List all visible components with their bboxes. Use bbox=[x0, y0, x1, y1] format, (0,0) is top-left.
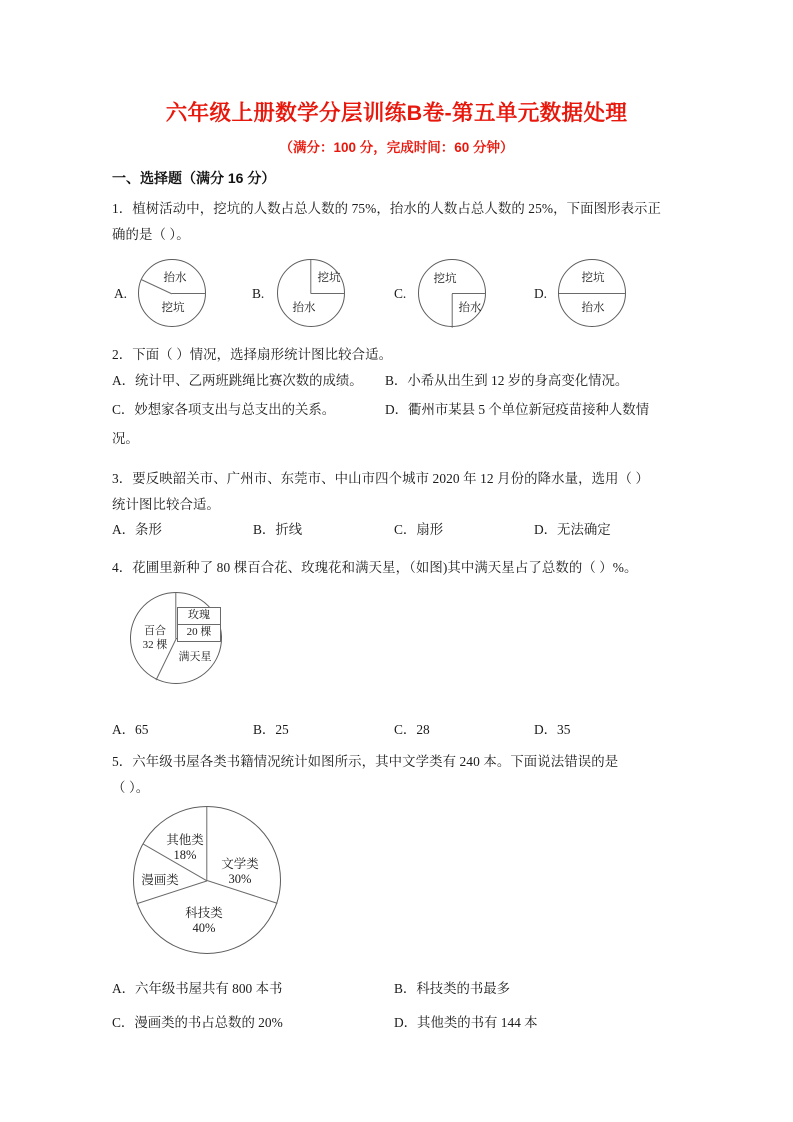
question-4-option-d[interactable]: D．35 bbox=[534, 722, 571, 737]
question-3-option-d[interactable]: D．无法确定 bbox=[534, 522, 611, 537]
q1-d-slice-label-wakeng: 挖坑 bbox=[581, 272, 605, 284]
question-4-pie-chart bbox=[130, 592, 222, 684]
question-5-line-2: （ ）。 bbox=[112, 780, 150, 795]
q4-slice-label-baihe: 百合 bbox=[144, 625, 166, 637]
q1-option-a-pie-chart bbox=[138, 259, 206, 327]
question-5-option-c[interactable]: C．漫画类的书占总数的 20% bbox=[112, 1015, 283, 1030]
q4-slice-label-mantianxing: 满天星 bbox=[178, 651, 212, 663]
pie-separator bbox=[452, 293, 486, 294]
question-5-option-d[interactable]: D．其他类的书有 144 本 bbox=[394, 1015, 538, 1030]
question-5-pie-chart bbox=[133, 806, 281, 954]
q1-option-b-pie-chart bbox=[277, 259, 345, 327]
q5-slice-label-wenxue: 文学类 bbox=[221, 857, 259, 871]
q5-slice-value-keji: 40% bbox=[192, 921, 216, 935]
question-3-option-c[interactable]: C．扇形 bbox=[394, 522, 444, 537]
question-2-line-1: 2．下面（ ）情况，选择扇形统计图比较合适。 bbox=[112, 347, 393, 362]
question-2-option-c[interactable]: C．妙想家各项支出与总支出的关系。 bbox=[112, 402, 336, 417]
question-2-option-d-wrap: 况。 bbox=[112, 431, 139, 446]
section-heading-choice: 一、选择题（满分 16 分） bbox=[112, 170, 276, 186]
question-2-option-b[interactable]: B．小希从出生到 12 岁的身高变化情况。 bbox=[385, 373, 629, 388]
q5-slice-label-keji: 科技类 bbox=[185, 906, 223, 920]
q5-slice-label-manhua: 漫画类 bbox=[141, 873, 179, 887]
page-subtitle: （满分：100 分，完成时间：60 分钟） bbox=[279, 140, 514, 155]
question-3-line-1: 3．要反映韶关市、广州市、东莞市、中山市四个城市 2020 年 12 月份的降水量，选用（ ） bbox=[112, 471, 649, 486]
pie-separator bbox=[559, 293, 626, 294]
q4-slice-value-baihe: 32 棵 bbox=[142, 639, 168, 651]
question-2-option-a[interactable]: A．统计甲、乙两班跳绳比赛次数的成绩。 bbox=[112, 373, 363, 388]
question-3-option-b[interactable]: B．折线 bbox=[253, 522, 303, 537]
question-5-option-a[interactable]: A．六年级书屋共有 800 本书 bbox=[112, 981, 283, 996]
page-title: 六年级上册数学分层训练B卷-第五单元数据处理 bbox=[165, 101, 628, 125]
question-5-line-1: 5．六年级书屋各类书籍情况统计如图所示，其中文学类有 240 本。下面说法错误的是 bbox=[112, 754, 619, 769]
question-4-line-1: 4．花圃里新种了 80 棵百合花、玫瑰花和满天星，（如图)其中满天星占了总数的（ ）%。 bbox=[112, 560, 638, 575]
q1-b-slice-label-wakeng: 挖坑 bbox=[317, 272, 341, 284]
q1-a-slice-label-taishui: 抬水 bbox=[163, 272, 187, 284]
question-3-option-a[interactable]: A．条形 bbox=[112, 522, 162, 537]
q1-choice-a-label[interactable]: A. bbox=[114, 286, 128, 301]
q1-choice-b-label[interactable]: B. bbox=[252, 286, 265, 301]
question-4-option-b[interactable]: B．25 bbox=[253, 722, 289, 737]
question-5-option-b[interactable]: B．科技类的书最多 bbox=[394, 981, 511, 996]
q5-slice-value-wenxue: 30% bbox=[228, 872, 252, 886]
pie-separator bbox=[172, 293, 206, 294]
q5-slice-value-qita: 18% bbox=[173, 848, 197, 862]
question-1-line-2: 确的是（ ）。 bbox=[112, 227, 190, 242]
q1-choice-c-label[interactable]: C. bbox=[394, 286, 407, 301]
question-3-line-2: 统计图比较合适。 bbox=[112, 497, 220, 512]
q1-choice-d-label[interactable]: D. bbox=[534, 286, 548, 301]
pie-separator bbox=[311, 293, 345, 294]
q5-slice-label-qita: 其他类 bbox=[166, 833, 204, 847]
question-2-option-d[interactable]: D．衢州市某县 5 个单位新冠疫苗接种人数情 bbox=[385, 402, 650, 417]
q4-slice-value-meigui: 20 棵 bbox=[177, 625, 221, 642]
q1-c-slice-label-wakeng: 挖坑 bbox=[433, 273, 457, 285]
q1-d-slice-label-taishui: 抬水 bbox=[581, 302, 605, 314]
question-4-option-c[interactable]: C．28 bbox=[394, 722, 430, 737]
q1-option-c-pie-chart bbox=[418, 259, 486, 327]
q1-c-slice-label-taishui: 抬水 bbox=[458, 302, 482, 314]
question-4-option-a[interactable]: A．65 bbox=[112, 722, 149, 737]
q1-a-slice-label-wakeng: 挖坑 bbox=[161, 302, 185, 314]
q1-option-d-pie-chart bbox=[558, 259, 626, 327]
q1-b-slice-label-taishui: 抬水 bbox=[292, 302, 316, 314]
q4-slice-label-meigui: 玫瑰 bbox=[177, 607, 221, 625]
question-1-line-1: 1．植树活动中，挖坑的人数占总人数的 75%，抬水的人数占总人数的 25%，下面图形表示正 bbox=[112, 201, 662, 216]
